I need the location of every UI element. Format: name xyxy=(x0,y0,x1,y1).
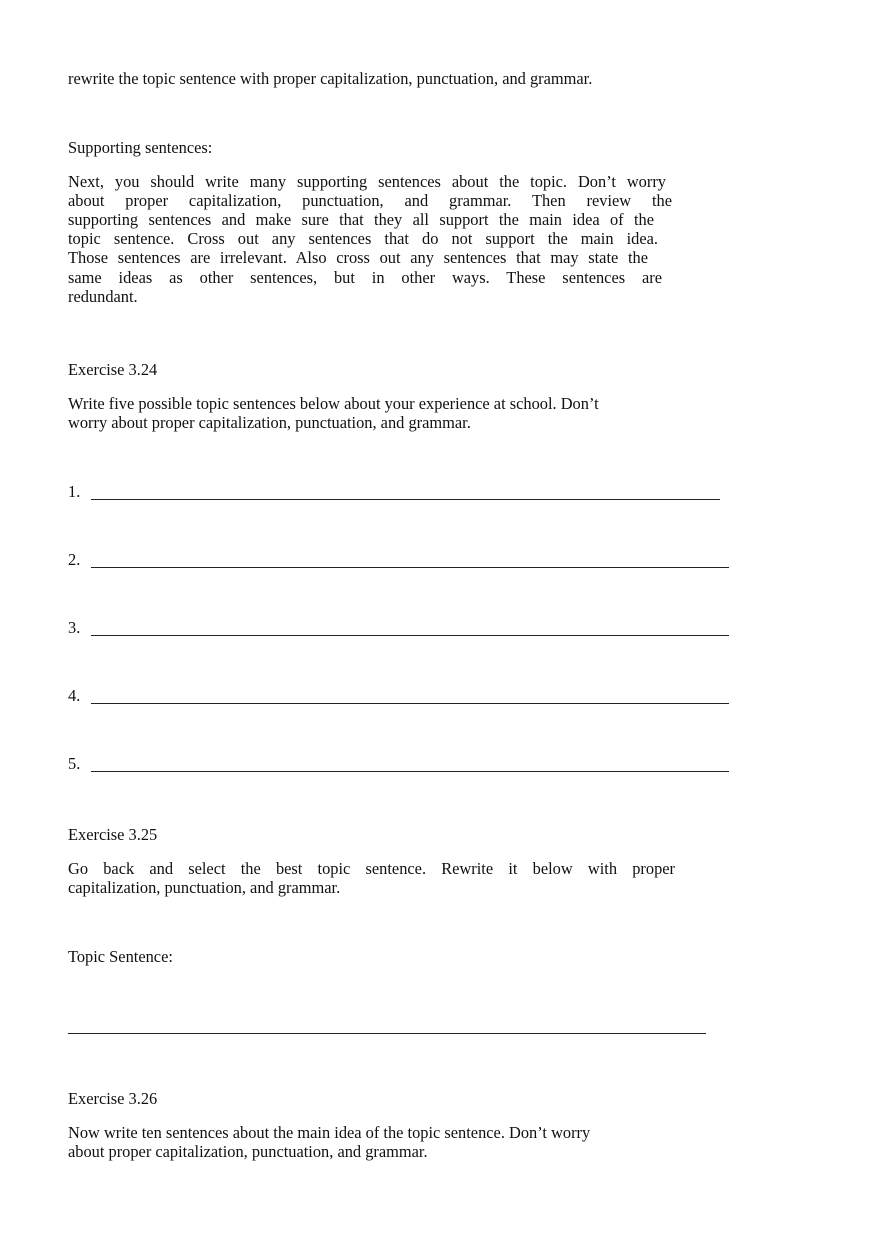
item-number-5: 5. xyxy=(68,754,81,773)
intro-text: rewrite the topic sentence with proper capitalization, punctuation, and grammar. xyxy=(68,69,593,88)
exercise-324-line-1: Write five possible topic sentences below about your experience at school. Don’t xyxy=(68,394,599,413)
supporting-line-6: same ideas as other sentences, but in other ways. These sentences are xyxy=(68,268,662,287)
supporting-line-3: supporting sentences and make sure that they all support the main idea of the xyxy=(68,210,654,229)
exercise-326-line-1: Now write ten sentences about the main idea of the topic sentence. Don’t worry xyxy=(68,1123,591,1142)
answer-line-4[interactable] xyxy=(91,703,729,704)
exercise-325-line-1: Go back and select the best topic sentence. Rewrite it below with proper xyxy=(68,859,675,878)
supporting-line-5: Those sentences are irrelevant. Also cross out any sentences that may state the xyxy=(68,248,648,267)
topic-sentence-label: Topic Sentence: xyxy=(68,947,173,966)
exercise-324-line-2: worry about proper capitalization, punctuation, and grammar. xyxy=(68,413,471,432)
item-number-2: 2. xyxy=(68,550,81,569)
exercise-326-heading: Exercise 3.26 xyxy=(68,1089,158,1108)
exercise-324-heading: Exercise 3.24 xyxy=(68,360,158,379)
answer-line-5[interactable] xyxy=(91,771,729,772)
answer-line-2[interactable] xyxy=(91,567,729,568)
supporting-line-2: about proper capitalization, punctuation, and grammar. Then review the xyxy=(68,191,672,210)
supporting-line-4: topic sentence. Cross out any sentences that do not support the main idea. xyxy=(68,229,658,248)
supporting-line-7: redundant. xyxy=(68,287,138,306)
topic-sentence-answer-line[interactable] xyxy=(68,1033,706,1034)
exercise-325-heading: Exercise 3.25 xyxy=(68,825,158,844)
item-number-4: 4. xyxy=(68,686,81,705)
supporting-heading: Supporting sentences: xyxy=(68,138,213,157)
item-number-1: 1. xyxy=(68,482,81,501)
answer-line-1[interactable] xyxy=(91,499,720,500)
exercise-326-line-2: about proper capitalization, punctuation, and grammar. xyxy=(68,1142,428,1161)
exercise-325-line-2: capitalization, punctuation, and grammar. xyxy=(68,878,341,897)
supporting-line-1: Next, you should write many supporting sentences about the topic. Don’t worry xyxy=(68,172,666,191)
item-number-3: 3. xyxy=(68,618,81,637)
answer-line-3[interactable] xyxy=(91,635,729,636)
